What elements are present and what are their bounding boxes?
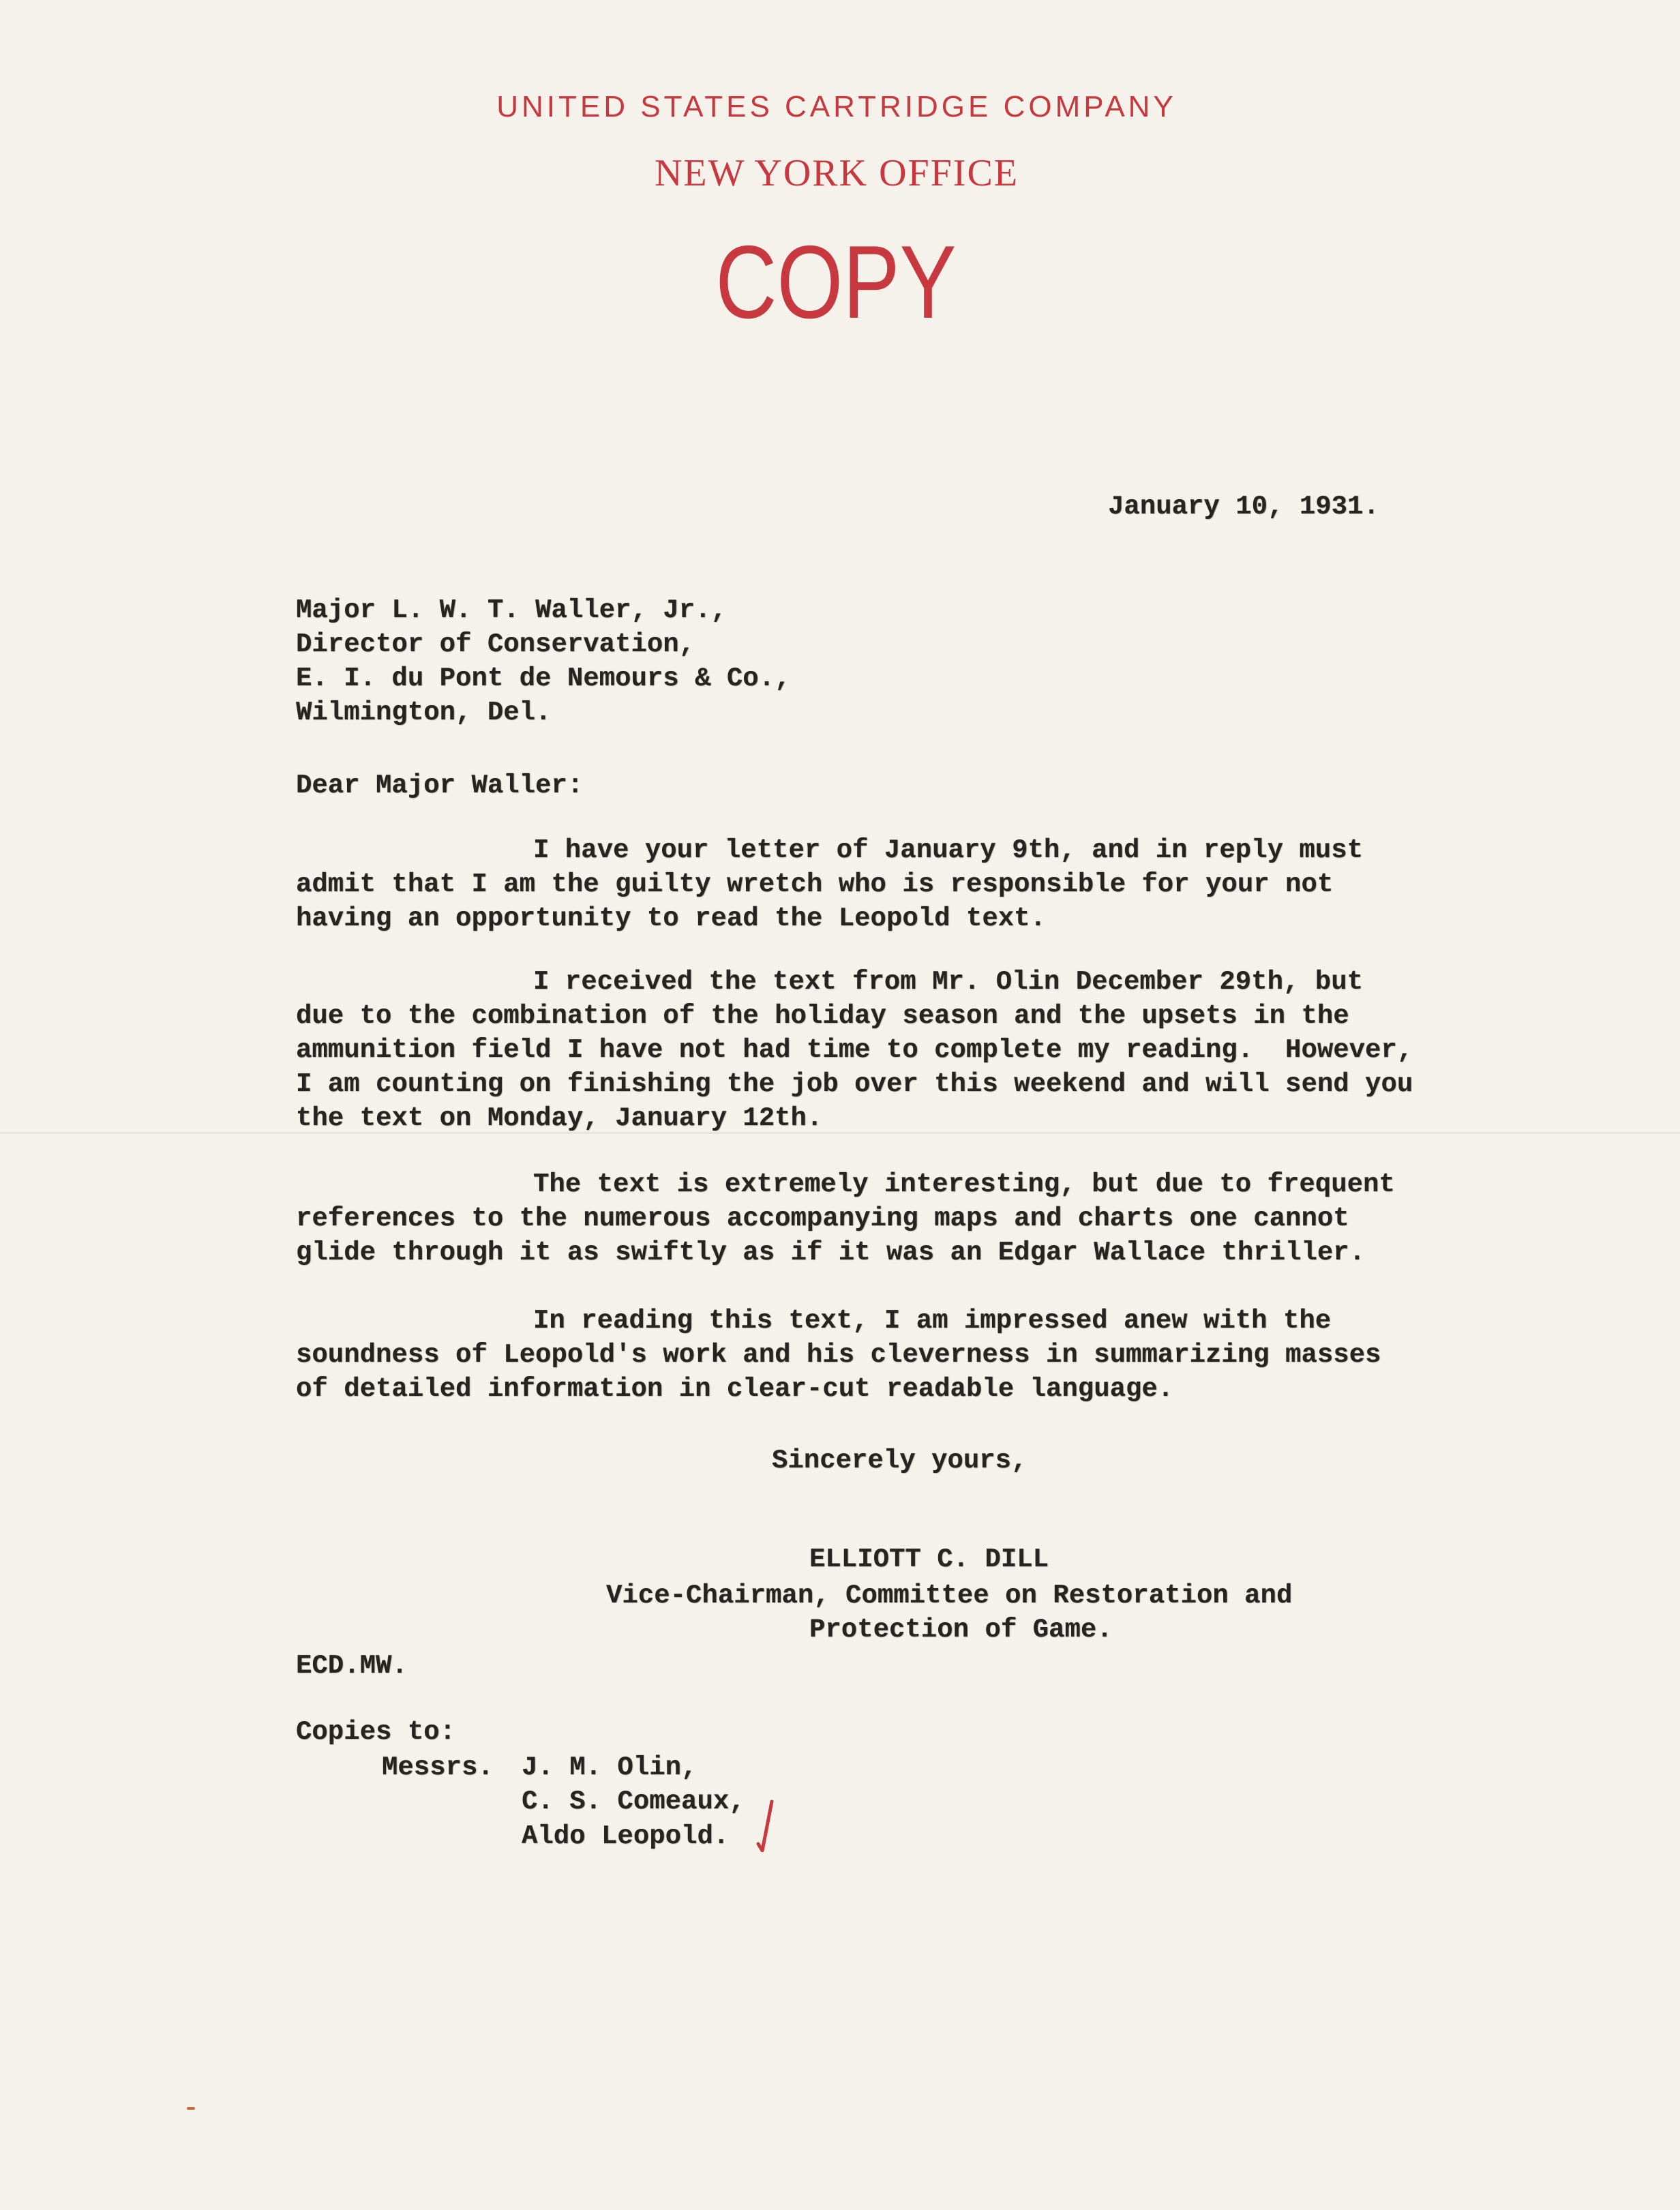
address-line: Wilmington, Del.: [296, 698, 552, 728]
paragraph-line: The text is extremely interesting, but due to frequent: [533, 1169, 1395, 1199]
letterhead-company: UNITED STATES CARTRIDGE COMPANY: [496, 90, 1177, 123]
body-paragraph-3: [296, 1167, 1395, 1270]
body-paragraph-4: [296, 1304, 1381, 1406]
address-line: Director of Conservation,: [296, 629, 695, 659]
paragraph-line: In reading this text, I am impressed anew with the: [533, 1306, 1332, 1336]
copies-label: Copies to:: [296, 1717, 456, 1747]
paragraph-line: of detailed information in clear-cut readable language.: [296, 1374, 1174, 1404]
address-line: E. I. du Pont de Nemours & Co.,: [296, 663, 791, 693]
recipient-address: [296, 593, 791, 730]
paragraph-line: due to the combination of the holiday season and the upsets in the: [296, 1001, 1349, 1031]
paragraph-line: admit that I am the guilty wretch who is responsible for your not: [296, 869, 1334, 899]
paragraph-line: I am counting on finishing the job over this weekend and will send you: [296, 1069, 1413, 1099]
signatory-name: ELLIOTT C. DILL: [809, 1544, 1049, 1574]
paragraph-line: the text on Monday, January 12th.: [296, 1103, 823, 1133]
body-paragraph-2: [296, 965, 1413, 1135]
paragraph-line: references to the numerous accompanying maps and charts one cannot: [296, 1204, 1349, 1234]
paragraph-line: glide through it as swiftly as if it was an Edgar Wallace thriller.: [296, 1238, 1366, 1268]
letter-date: January 10, 1931.: [1108, 492, 1379, 522]
signatory-title-line: Protection of Game.: [809, 1615, 1113, 1645]
copies-recipient: Aldo Leopold.: [522, 1821, 730, 1851]
copy-stamp: COPY: [715, 224, 957, 340]
paragraph-line: I received the text from Mr. Olin December 29th, but: [533, 967, 1363, 997]
red-check-mark-icon: [755, 1799, 775, 1852]
copies-recipient: J. M. Olin,: [522, 1752, 698, 1782]
salutation: Dear Major Waller:: [296, 771, 584, 801]
signatory-title-line: Vice-Chairman, Committee on Restoration and: [606, 1581, 1293, 1611]
body-paragraph-1: [296, 833, 1363, 936]
letterhead-office: NEW YORK OFFICE: [654, 152, 1019, 194]
typist-initials: ECD.MW.: [296, 1651, 408, 1681]
paragraph-line: soundness of Leopold's work and his cleverness in summarizing masses: [296, 1340, 1381, 1370]
copies-prefix: Messrs.: [382, 1752, 494, 1782]
address-line: Major L. W. T. Waller, Jr.,: [296, 595, 727, 625]
paragraph-line: having an opportunity to read the Leopold text.: [296, 904, 1046, 934]
paragraph-line: ammunition field I have not had time to complete my reading. However,: [296, 1035, 1413, 1065]
closing: Sincerely yours,: [772, 1446, 1028, 1476]
paragraph-line: I have your letter of January 9th, and in reply must: [533, 835, 1363, 865]
paper-speck: [187, 2107, 195, 2110]
copies-recipient: C. S. Comeaux,: [522, 1787, 745, 1817]
